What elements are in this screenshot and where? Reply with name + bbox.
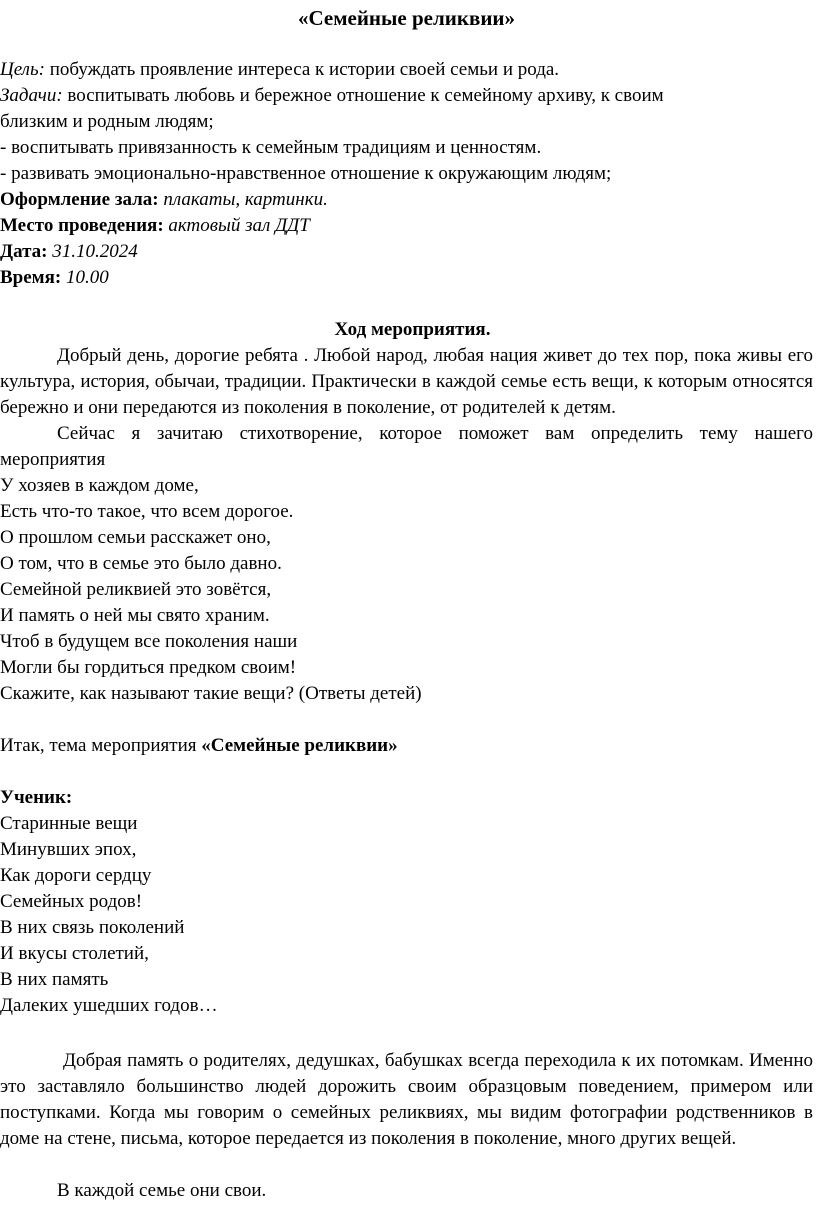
theme-prefix: Итак, тема мероприятия [0, 735, 202, 756]
intro-paragraph: Добрый день, дорогие ребята . Любой народ, любая нация живет до тех пор, пока живы его культура, история, обычаи, традиции. Практически в каждой семье есть вещи, к которым относятся бережно и они передаются из поколения в поколение, от родителей к детям. [0, 345, 813, 418]
place-line [0, 213, 813, 239]
goal-label: Цель: [0, 59, 45, 80]
hall-label: Оформление зала: [0, 189, 159, 210]
poem-line: Есть что-то такое, что всем дорогое. [0, 501, 294, 522]
poem-line: Скажите, как называют такие вещи? (Ответы детей) [0, 683, 422, 704]
hall-line [0, 187, 813, 213]
time-value: 10.00 [61, 267, 109, 288]
hall-value: плакаты, картинки. [158, 189, 328, 210]
date-line [0, 239, 813, 265]
poem-line: Могли бы гордиться предком своим! [0, 657, 297, 678]
poem-line: В них память [0, 969, 109, 990]
poem-line: У хозяев в каждом доме, [0, 475, 199, 496]
place-label: Место проведения: [0, 215, 164, 236]
poem-line: Чтоб в будущем все поколения наши [0, 631, 298, 652]
poem-line: И вкусы столетий, [0, 943, 149, 964]
task-item: - развивать эмоционально-нравственное отношение к окружающим людям; [0, 163, 612, 184]
theme-name: «Семейные реликвии» [201, 735, 398, 756]
student-label: Ученик: [0, 787, 73, 808]
poem-first [0, 473, 813, 707]
last-line: В каждой семье они свои. [57, 1180, 267, 1201]
poem-line: О том, что в семье это было давно. [0, 553, 282, 574]
tasks-line-continued: близким и родным людям; [0, 111, 214, 132]
document-title: «Семейные реликвии» [297, 6, 516, 30]
poem-line: Как дороги сердцу [0, 865, 152, 886]
goal-text: побуждать проявление интереса к истории своей семьи и рода. [44, 59, 560, 80]
task-item: - воспитывать привязанность к семейным традициям и ценностям. [0, 137, 542, 158]
poem-line: Старинные вещи [0, 813, 138, 834]
date-label: Дата: [0, 241, 48, 262]
place-value: актовый зал ДДТ [163, 215, 310, 236]
poem-line: И память о ней мы свято храним. [0, 605, 270, 626]
poem-line: Семейных родов! [0, 891, 143, 912]
tasks-line [0, 83, 813, 109]
poem-line: О прошлом семьи расскажет оно, [0, 527, 271, 548]
tasks-text: воспитывать любовь и бережное отношение к семейному архиву, к своим [62, 85, 664, 106]
time-line [0, 265, 813, 291]
date-value: 31.10.2024 [47, 241, 138, 262]
poem-second [0, 811, 813, 1019]
poem-line: Семейной реликвией это зовётся, [0, 579, 272, 600]
goal-line [0, 57, 813, 83]
poem-line: Минувших эпох, [0, 839, 137, 860]
theme-line [0, 733, 813, 759]
time-label: Время: [0, 267, 62, 288]
section-title: Ход мероприятия. [334, 319, 491, 340]
tasks-label: Задачи: [0, 85, 63, 106]
memory-paragraph: Добрая память о родителях, дедушках, бабушках всегда переходила к их потомкам. Именно это заставляло большинство людей дорожить своим образцовым поведением, примером или поступками. Когда мы говорим о семейных реликвиях, мы видим фотографии родственников в доме на стене, письма, которое передается из поколения в поколение, много других вещей. [0, 1050, 813, 1149]
poem-line: В них связь поколений [0, 917, 185, 938]
poem-intro-paragraph: Сейчас я зачитаю стихотворение, которое поможет вам определить тему нашего мероприятия [0, 423, 813, 470]
poem-line: Далеких ушедших годов… [0, 995, 218, 1016]
